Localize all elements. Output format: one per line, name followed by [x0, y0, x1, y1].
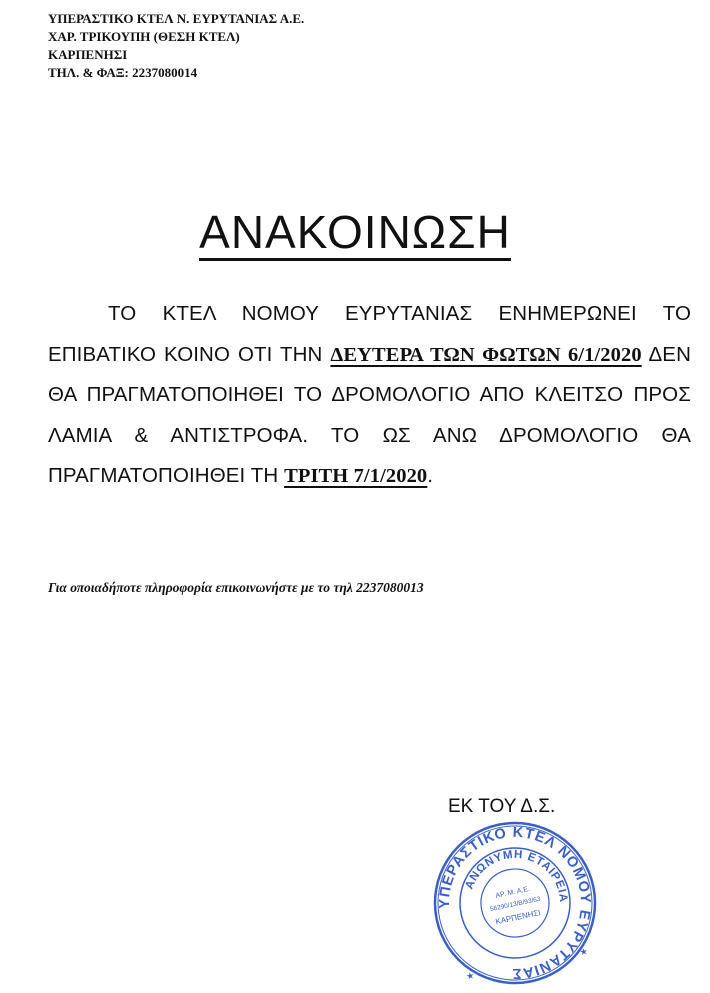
contact-info: Για οποιαδήποτε πληροφορία επικοινωνήστε με το τηλ 2237080013	[48, 580, 424, 595]
body-emphasis-date-1: ΔΕΥΤΕΡΑ ΤΩΝ ΦΩΤΩΝ 6/1/2020	[330, 343, 642, 366]
company-header	[48, 10, 304, 82]
body-part-3: .	[427, 464, 434, 487]
stamp-center-line-2: 56290/13/Β/93/63	[489, 895, 542, 914]
body-part-2: ΔΕΝ ΘΑ ΠΡΑΓΜΑΤΟΠΟΙΗΘΕΙ ΤΟ ΔΡΟΜΟΛΟΓΙΟ ΑΠΟ ΚΛΕΙΤΣΟ ΠΡΟΣ ΛΑΜΙΑ & ΑΝΤΙΣΤΡΟΦΑ. ΤΟ ΩΣ ΑΝΩ ΔΡΟΜΟΛΟΓΙΟ ΘΑ ΠΡΑΓΜΑΤΟΠΟΙΗΘΕΙ ΤΗ	[48, 342, 691, 487]
stamp-seal	[430, 818, 600, 988]
company-city: ΚΑΡΠΕΝΗΣΙ	[48, 47, 128, 62]
company-address: ΧΑΡ. ΤΡΙΚΟΥΠΗ (ΘΕΣΗ ΚΤΕΛ)	[48, 29, 240, 44]
announcement-title	[0, 205, 710, 259]
stamp-center-line-1: ΑΡ. Μ. Α.Ε.	[495, 885, 531, 900]
stamp-star-icon: ★	[465, 970, 476, 982]
announcement-body	[48, 294, 691, 497]
stamp-outer-text: ΥΠΕΡΑΣΤΙΚΟ ΚΤΕΛ ΝΟΜΟΥ ΕΥΡΥΤΑΝΙΑΣ	[436, 824, 594, 982]
board-signature: ΕΚ ΤΟΥ Δ.Σ.	[448, 796, 556, 817]
body-emphasis-date-2: ΤΡΙΤΗ 7/1/2020	[284, 465, 428, 487]
stamp-inner-text: ΑΝΩΝΥΜΗ ΕΤΑΙΡΕΙΑ	[463, 848, 570, 904]
stamp-star-icon-2: ★	[578, 946, 589, 958]
company-phone-fax: ΤΗΛ. & ΦΑΞ: 2237080014	[48, 65, 198, 80]
company-stamp	[430, 818, 600, 982]
announcement-title-text: ΑΝΑΚΟΙΝΩΣΗ	[199, 206, 511, 261]
company-name: ΥΠΕΡΑΣΤΙΚΟ ΚΤΕΛ Ν. ΕΥΡΥΤΑΝΙΑΣ Α.Ε.	[48, 11, 305, 26]
body-part-1: ΤΟ ΚΤΕΛ ΝΟΜΟΥ ΕΥΡΥΤΑΝΙΑΣ ΕΝΗΜΕΡΩΝΕΙ ΤΟ ΕΠΙΒΑΤΙΚΟ ΚΟΙΝΟ ΟΤΙ ΤΗΝ	[48, 302, 691, 366]
stamp-center-line-3: ΚΑΡΠΕΝΗΣΙ	[494, 908, 542, 927]
